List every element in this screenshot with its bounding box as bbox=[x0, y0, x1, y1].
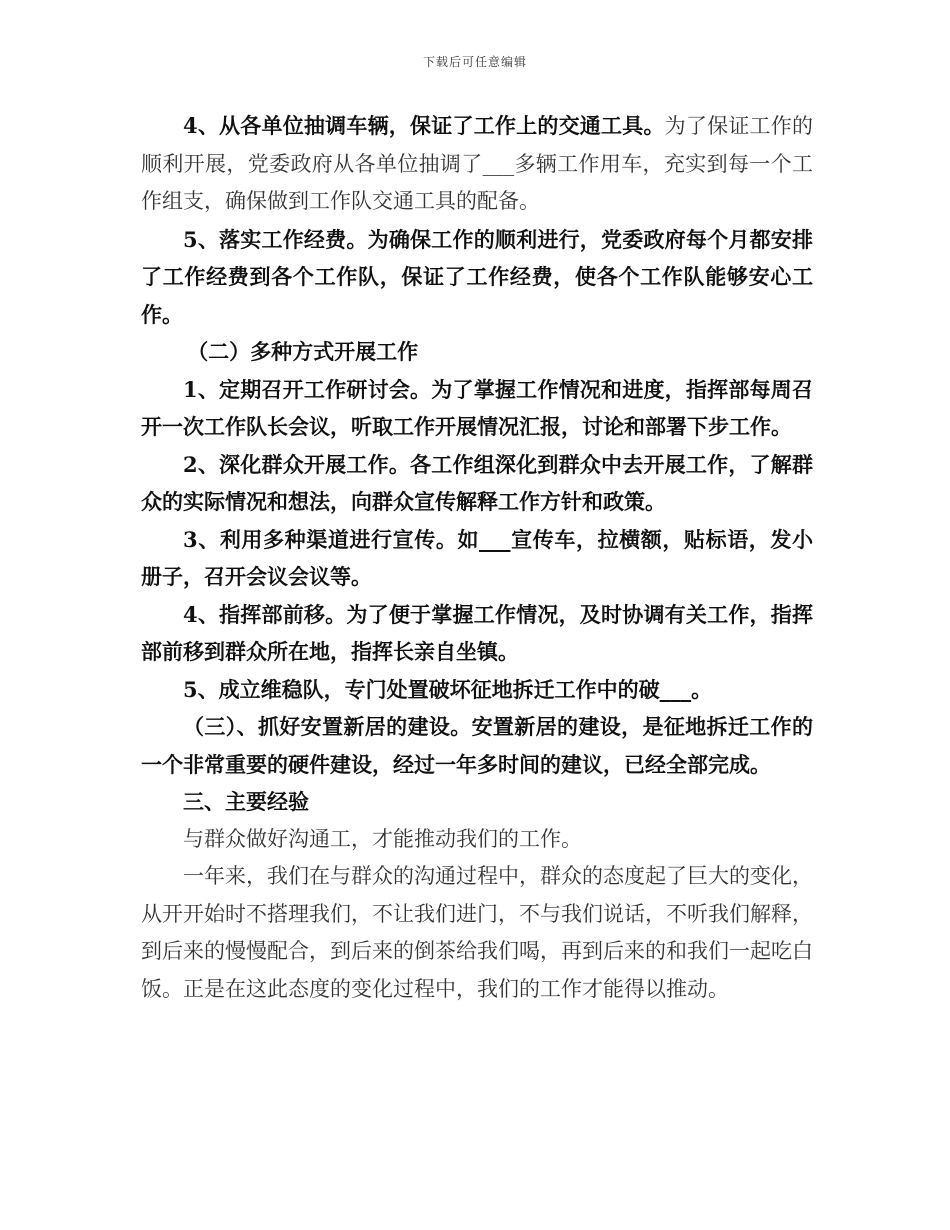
section-heading-experience: 三、主要经验 bbox=[183, 789, 309, 814]
paragraph-lead: 4、从各单位抽调车辆，保证了工作上的交通工具。 bbox=[183, 113, 665, 138]
paragraph-year-review: 一年来，我们在与群众的沟通过程中，群众的态度起了巨大的变化，从开开始时不搭理我们，不让我们进门，不与我们说话，不听我们解释，到后来的慢慢配合，到后来的倒茶给我们喝，再到后来的和我们一起吃白饭。正是在这此态度的变化过程中，我们的工作才能得以推动。 bbox=[141, 864, 813, 1001]
paragraph-vehicles bbox=[141, 107, 813, 221]
section-heading-methods: （二）多种方式开展工作 bbox=[187, 339, 419, 364]
paragraph-headquarters: 4、指挥部前移。为了便于掌握工作情况，及时协调有关工作，指挥部前移到群众所在地，指挥长亲自坐镇。 bbox=[141, 601, 813, 664]
page-header: 下载后可任意编辑 bbox=[422, 55, 527, 69]
paragraph-publicity: 3、利用多种渠道进行宣传。如___宣传车，拉横额，贴标语，发小册子，召开会议会议等。 bbox=[141, 526, 813, 589]
paragraph-communication: 与群众做好沟通工，才能推动我们的工作。 bbox=[183, 826, 582, 851]
paragraph-funds: 5、落实工作经费。为确保工作的顺利进行，党委政府每个月都安排了工作经费到各个工作队，保证了工作经费，使各个工作队能够安心工作。 bbox=[141, 226, 813, 327]
paragraph-masses: 2、深化群众开展工作。各工作组深化到群众中去开展工作，了解群众的实际情况和想法，向群众宣传解释工作方针和政策。 bbox=[141, 451, 813, 514]
paragraph-stability-team: 5、成立维稳队，专门处置破坏征地拆迁工作中的破___。 bbox=[183, 676, 713, 702]
paragraph-resettlement: （三）、抓好安置新居的建设。安置新居的建设，是征地拆迁工作的一个非常重要的硬件建设，经过一年多时间的建议，已经全部完成。 bbox=[141, 714, 813, 777]
document-body bbox=[141, 107, 813, 1008]
paragraph-seminar: 1、定期召开工作研讨会。为了掌握工作情况和进度，指挥部每周召开一次工作队长会议，听取工作开展情况汇报，讨论和部署下步工作。 bbox=[141, 376, 813, 439]
paragraph-text: 为了保证工作的顺利开展，党委政府从各单位抽调了___多辆工作用车，充实到每一个工作组支，确保做到工作队交通工具的配备。 bbox=[141, 114, 813, 213]
